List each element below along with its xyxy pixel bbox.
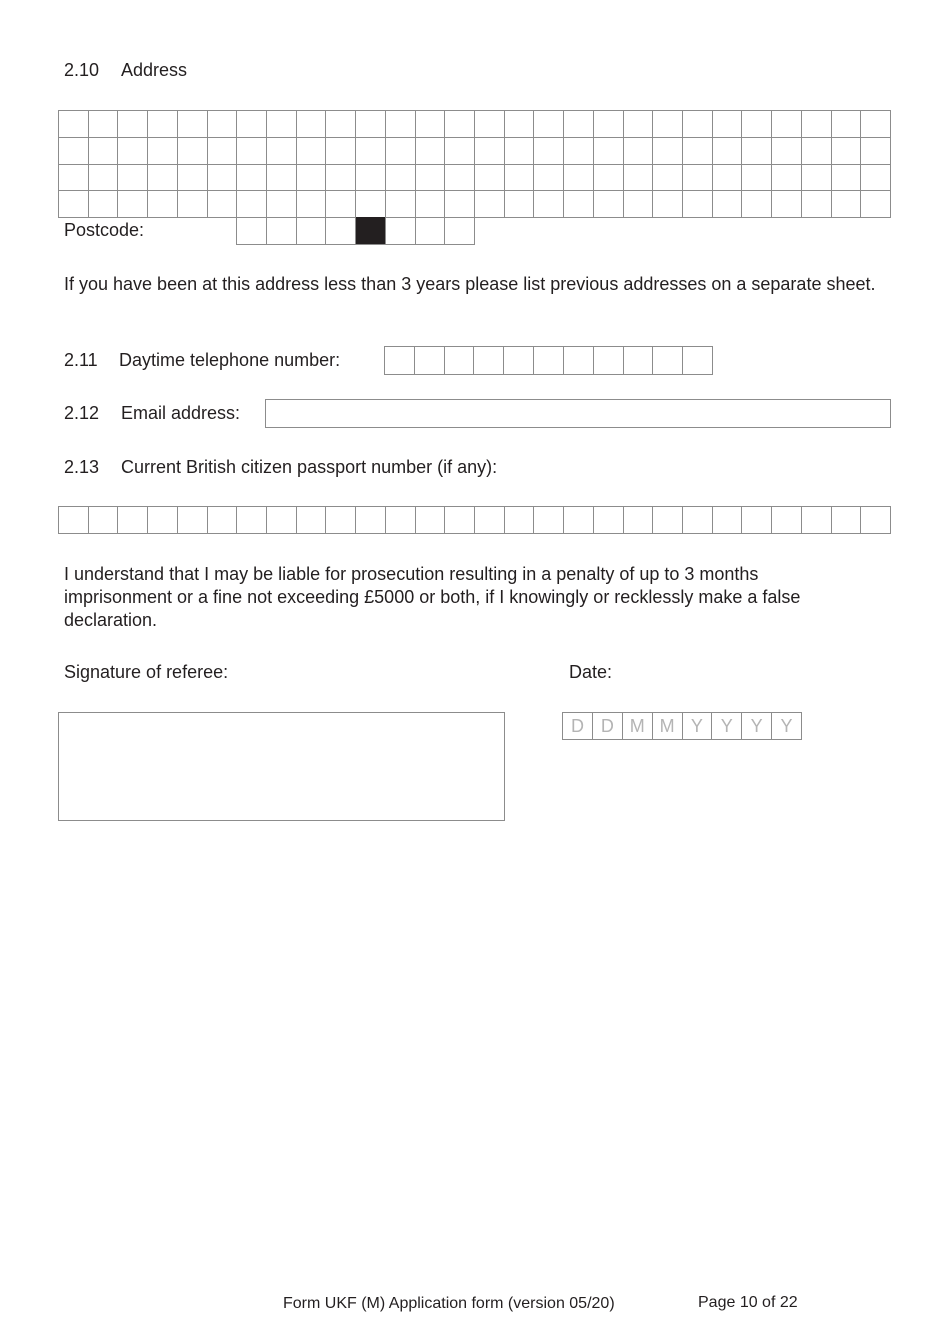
address-cell[interactable] (208, 191, 238, 218)
address-note: If you have been at this address less than 3 years please list previous addresses on a separate sheet. (64, 274, 876, 294)
address-cell[interactable] (148, 191, 178, 218)
address-cell[interactable] (742, 191, 772, 218)
address-cell[interactable] (237, 111, 267, 138)
address-cell[interactable] (178, 191, 208, 218)
passport-cell[interactable] (713, 507, 743, 534)
date-grid[interactable] (562, 712, 802, 740)
address-cell[interactable] (267, 191, 297, 218)
passport-cell[interactable] (237, 507, 267, 534)
passport-cell[interactable] (802, 507, 832, 534)
postcode-cell[interactable] (237, 217, 267, 245)
address-cell[interactable] (89, 191, 119, 218)
address-cell[interactable] (475, 111, 505, 138)
passport-cell[interactable] (148, 507, 178, 534)
section-number: 2.11 (64, 350, 98, 370)
passport-cell[interactable] (832, 507, 862, 534)
section-number: 2.12 (64, 403, 100, 423)
postcode-label: Postcode: (64, 220, 145, 240)
passport-cell[interactable] (653, 507, 683, 534)
address-cell[interactable] (534, 165, 564, 192)
address-cell[interactable] (267, 111, 297, 138)
address-cell[interactable] (594, 111, 624, 138)
address-cell[interactable] (356, 165, 386, 192)
address-cell[interactable] (653, 138, 683, 165)
passport-cell[interactable] (326, 507, 356, 534)
telephone-cell[interactable] (594, 347, 624, 375)
address-cell[interactable] (832, 111, 862, 138)
address-cell[interactable] (237, 138, 267, 165)
address-cell[interactable] (326, 191, 356, 218)
address-heading (64, 60, 187, 81)
address-cell[interactable] (564, 138, 594, 165)
address-cell[interactable] (178, 165, 208, 192)
address-cell[interactable] (534, 111, 564, 138)
passport-grid[interactable] (58, 506, 891, 534)
section-number: 2.13 (64, 457, 100, 477)
telephone-cell[interactable] (683, 347, 713, 375)
postcode-cell[interactable] (416, 217, 446, 245)
address-cell[interactable] (505, 138, 535, 165)
address-cell[interactable] (59, 138, 89, 165)
address-cell[interactable] (802, 165, 832, 192)
address-cell[interactable] (713, 165, 743, 192)
address-cell[interactable] (624, 191, 654, 218)
address-cell[interactable] (564, 165, 594, 192)
address-grid[interactable] (58, 110, 891, 218)
address-cell[interactable] (445, 191, 475, 218)
passport-cell[interactable] (742, 507, 772, 534)
passport-cell[interactable] (89, 507, 119, 534)
passport-cell[interactable] (416, 507, 446, 534)
address-cell[interactable] (386, 191, 416, 218)
address-cell[interactable] (832, 138, 862, 165)
address-cell[interactable] (564, 191, 594, 218)
telephone-cell[interactable] (415, 347, 445, 375)
address-cell[interactable] (326, 138, 356, 165)
address-cell[interactable] (237, 165, 267, 192)
date-cell[interactable]: M (653, 713, 683, 740)
date-cell[interactable]: Y (772, 713, 802, 740)
form-name: Form UKF (M) Application form (version 05/20) (283, 1295, 615, 1312)
address-cell[interactable] (802, 111, 832, 138)
passport-cell[interactable] (118, 507, 148, 534)
passport-cell[interactable] (356, 507, 386, 534)
address-cell[interactable] (861, 191, 891, 218)
address-cell[interactable] (297, 165, 327, 192)
postcode-cell[interactable] (386, 217, 416, 245)
email-field[interactable] (265, 399, 891, 428)
date-cell[interactable]: Y (712, 713, 742, 740)
address-cell[interactable] (416, 111, 446, 138)
address-cell[interactable] (356, 191, 386, 218)
address-cell[interactable] (326, 111, 356, 138)
address-cell[interactable] (861, 138, 891, 165)
address-cell[interactable] (713, 191, 743, 218)
postcode-cell[interactable] (267, 217, 297, 245)
address-cell[interactable] (594, 138, 624, 165)
address-cell[interactable] (178, 138, 208, 165)
address-label: Address (121, 60, 188, 80)
address-cell[interactable] (356, 138, 386, 165)
telephone-label: Daytime telephone number: (119, 350, 341, 370)
section-number: 2.10 (64, 60, 100, 80)
signature-label: Signature of referee: (64, 662, 229, 682)
address-cell[interactable] (356, 111, 386, 138)
declaration-text: I understand that I may be liable for prosecution resulting in a penalty of up to 3 months imprisonment or a fine not exceeding £5000 or both, if I knowingly or recklessly make a false declaration. (64, 564, 801, 630)
address-cell[interactable] (386, 111, 416, 138)
postcode-cell[interactable] (326, 217, 356, 245)
address-cell[interactable] (832, 191, 862, 218)
address-cell[interactable] (416, 191, 446, 218)
address-cell[interactable] (445, 138, 475, 165)
address-cell[interactable] (505, 165, 535, 192)
email-label: Email address: (121, 403, 241, 423)
address-cell[interactable] (326, 165, 356, 192)
address-cell[interactable] (118, 165, 148, 192)
passport-cell[interactable] (59, 507, 89, 534)
address-cell[interactable] (683, 191, 713, 218)
date-cell[interactable]: D (593, 713, 623, 740)
postcode-cell[interactable] (297, 217, 327, 245)
address-cell[interactable] (59, 191, 89, 218)
address-cell[interactable] (148, 111, 178, 138)
address-cell[interactable] (386, 138, 416, 165)
passport-cell[interactable] (861, 507, 891, 534)
date-cell[interactable]: Y (742, 713, 772, 740)
address-cell[interactable] (386, 165, 416, 192)
telephone-grid[interactable] (384, 346, 713, 375)
passport-cell[interactable] (772, 507, 802, 534)
address-cell[interactable] (267, 138, 297, 165)
passport-cell[interactable] (594, 507, 624, 534)
address-cell[interactable] (683, 138, 713, 165)
address-cell[interactable] (475, 138, 505, 165)
address-cell[interactable] (713, 111, 743, 138)
telephone-cell[interactable] (624, 347, 654, 375)
date-label: Date: (569, 662, 613, 682)
passport-cell[interactable] (297, 507, 327, 534)
address-cell[interactable] (59, 165, 89, 192)
address-cell[interactable] (683, 111, 713, 138)
address-cell[interactable] (445, 165, 475, 192)
address-cell[interactable] (861, 165, 891, 192)
address-cell[interactable] (148, 165, 178, 192)
passport-cell[interactable] (505, 507, 535, 534)
address-cell[interactable] (772, 111, 802, 138)
address-cell[interactable] (624, 111, 654, 138)
address-cell[interactable] (118, 111, 148, 138)
address-cell[interactable] (683, 165, 713, 192)
address-cell[interactable] (653, 191, 683, 218)
passport-cell[interactable] (267, 507, 297, 534)
passport-cell[interactable] (475, 507, 505, 534)
address-cell[interactable] (772, 191, 802, 218)
telephone-cell[interactable] (564, 347, 594, 375)
telephone-cell[interactable] (445, 347, 475, 375)
address-cell[interactable] (653, 165, 683, 192)
address-cell[interactable] (594, 165, 624, 192)
address-cell[interactable] (534, 138, 564, 165)
address-cell[interactable] (297, 111, 327, 138)
telephone-heading (64, 350, 340, 371)
passport-cell[interactable] (208, 507, 238, 534)
address-cell[interactable] (802, 138, 832, 165)
address-cell[interactable] (148, 138, 178, 165)
address-cell[interactable] (89, 165, 119, 192)
address-cell[interactable] (713, 138, 743, 165)
address-cell[interactable] (802, 191, 832, 218)
passport-cell[interactable] (178, 507, 208, 534)
address-cell[interactable] (594, 191, 624, 218)
address-cell[interactable] (59, 111, 89, 138)
address-cell[interactable] (832, 165, 862, 192)
postcode-grid[interactable] (236, 217, 475, 245)
address-cell[interactable] (475, 165, 505, 192)
passport-cell[interactable] (534, 507, 564, 534)
address-cell[interactable] (772, 165, 802, 192)
address-cell[interactable] (118, 138, 148, 165)
address-cell[interactable] (267, 165, 297, 192)
address-cell[interactable] (742, 165, 772, 192)
passport-cell[interactable] (445, 507, 475, 534)
address-cell[interactable] (208, 138, 238, 165)
address-cell[interactable] (653, 111, 683, 138)
email-heading (64, 403, 240, 424)
address-cell[interactable] (208, 165, 238, 192)
telephone-cell[interactable] (653, 347, 683, 375)
address-cell[interactable] (416, 165, 446, 192)
address-cell[interactable] (416, 138, 446, 165)
address-cell[interactable] (445, 111, 475, 138)
address-cell[interactable] (297, 138, 327, 165)
telephone-cell[interactable] (534, 347, 564, 375)
address-cell[interactable] (118, 191, 148, 218)
date-cell[interactable]: D (563, 713, 593, 740)
address-cell[interactable] (297, 191, 327, 218)
telephone-cell[interactable] (504, 347, 534, 375)
address-cell[interactable] (742, 111, 772, 138)
address-cell[interactable] (475, 191, 505, 218)
page-number: Page 10 of 22 (698, 1294, 798, 1311)
address-cell[interactable] (742, 138, 772, 165)
passport-label: Current British citizen passport number (if any): (121, 457, 498, 477)
passport-cell[interactable] (386, 507, 416, 534)
passport-heading (64, 457, 497, 478)
address-cell[interactable] (505, 111, 535, 138)
passport-cell[interactable] (624, 507, 654, 534)
address-cell[interactable] (564, 111, 594, 138)
date-cell[interactable]: Y (683, 713, 713, 740)
telephone-cell[interactable] (385, 347, 415, 375)
address-cell[interactable] (624, 138, 654, 165)
address-cell[interactable] (178, 111, 208, 138)
address-cell[interactable] (208, 111, 238, 138)
telephone-cell[interactable] (474, 347, 504, 375)
address-cell[interactable] (534, 191, 564, 218)
address-cell[interactable] (89, 111, 119, 138)
address-cell[interactable] (89, 138, 119, 165)
address-cell[interactable] (237, 191, 267, 218)
address-cell[interactable] (772, 138, 802, 165)
signature-box[interactable] (58, 712, 505, 821)
postcode-cell[interactable] (445, 217, 475, 245)
postcode-cell[interactable] (356, 217, 386, 245)
address-cell[interactable] (624, 165, 654, 192)
passport-cell[interactable] (683, 507, 713, 534)
date-cell[interactable]: M (623, 713, 653, 740)
passport-cell[interactable] (564, 507, 594, 534)
address-cell[interactable] (505, 191, 535, 218)
address-cell[interactable] (861, 111, 891, 138)
